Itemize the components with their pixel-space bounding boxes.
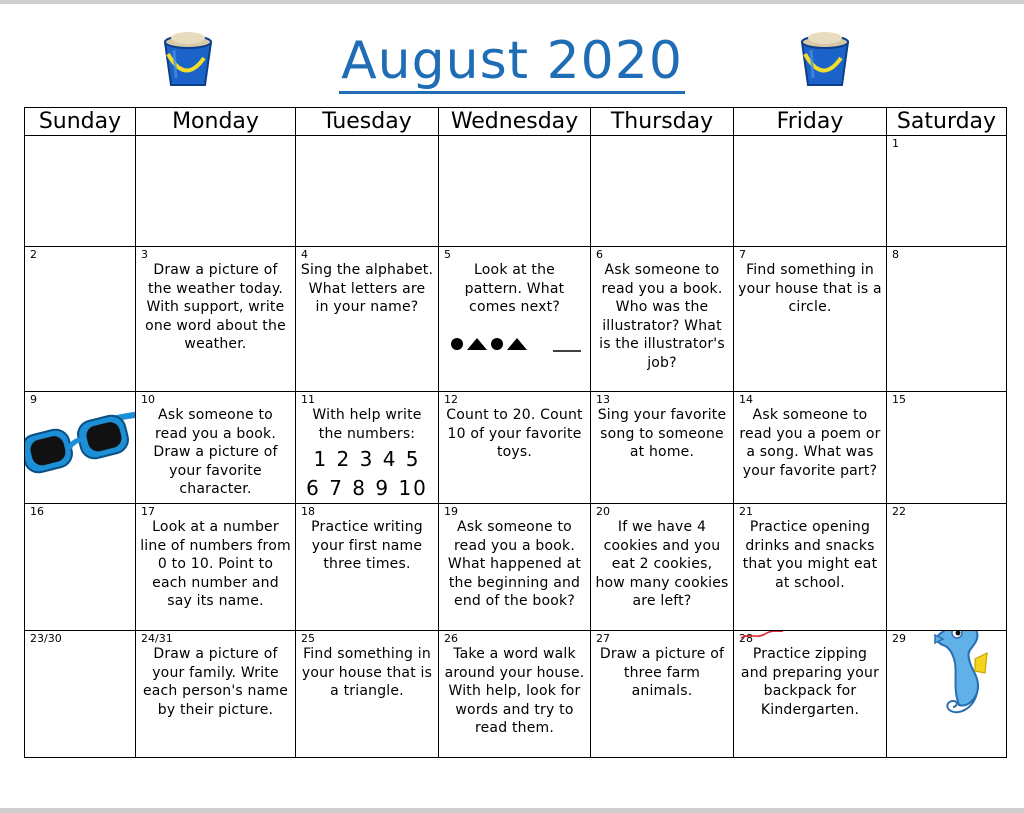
day-cell-2 [25,247,136,392]
day-cell-22 [887,504,1007,631]
activity-text: Count to 20. Count 10 of your favorite toys. [446,407,583,460]
day-number: 20 [596,505,610,518]
day-number: 25 [301,632,315,645]
day-cell-17 [136,504,296,631]
weekday-saturday: Saturday [887,108,1007,136]
day-cell-20 [591,504,734,631]
day-cell-empty [734,136,887,247]
day-cell-empty [296,136,439,247]
week-row [25,392,1007,504]
day-number: 27 [596,632,610,645]
activity-text: Take a word walk around your house. With help, look for words and try to read them. [444,646,585,736]
weekday-friday: Friday [734,108,887,136]
weekday-tuesday: Tuesday [296,108,439,136]
day-cell-25 [296,631,439,758]
day-cell-23-30 [25,631,136,758]
day-number: 3 [141,248,148,261]
day-number: 2 [30,248,37,261]
day-cell-empty [591,136,734,247]
day-number: 10 [141,393,155,406]
activity-text: Draw a picture of three farm animals. [599,646,725,699]
activity-text: Practice zipping and preparing your backpack for Kindergarten. [740,646,880,718]
day-number: 9 [30,393,37,406]
day-number: 17 [141,505,155,518]
activity-text: Draw a picture of the weather today. With support, write one word about the weather. [145,262,286,352]
day-cell-9 [25,392,136,504]
day-number: 16 [30,505,44,518]
week-row [25,631,1007,758]
day-cell-10 [136,392,296,504]
pattern-shapes-icon [449,335,584,355]
day-number: 28 [739,632,753,645]
day-cell-13 [591,392,734,504]
weekday-monday: Monday [136,108,296,136]
activity-text: Sing the alphabet. What letters are in your name? [300,262,434,315]
day-cell-24-31 [136,631,296,758]
activity-text: If we have 4 cookies and you eat 2 cookies, how many cookies are left? [595,519,729,609]
weekday-sunday: Sunday [25,108,136,136]
day-number: 26 [444,632,458,645]
day-cell-27 [591,631,734,758]
activity-text: Practice writing your first name three times. [311,519,423,572]
day-number: 12 [444,393,458,406]
day-number: 21 [739,505,753,518]
day-number: 29 [892,632,906,645]
day-cell-15 [887,392,1007,504]
day-number: 11 [301,393,315,406]
day-cell-29 [887,631,1007,758]
day-cell-28 [734,631,887,758]
day-number: 8 [892,248,899,261]
day-number: 7 [739,248,746,261]
day-number: 23/30 [30,632,62,645]
weekday-header-row [25,108,1007,136]
activity-text: Ask someone to read you a book. Who was the illustrator? What is the illustrator's job? [599,262,725,371]
day-cell-26 [439,631,591,758]
weekday-thursday: Thursday [591,108,734,136]
red-scribble-icon [739,631,785,642]
weekday-wednesday: Wednesday [439,108,591,136]
day-cell-7 [734,247,887,392]
day-number: 1 [892,137,899,150]
day-cell-12 [439,392,591,504]
numbers-row: 1 2 3 4 5 [313,447,421,471]
day-cell-5 [439,247,591,392]
day-cell-6 [591,247,734,392]
day-cell-21 [734,504,887,631]
activity-text: Ask someone to read you a book. Draw a picture of your favorite character. [153,407,278,497]
numbers-row: 6 7 8 9 10 [306,476,428,500]
day-number: 13 [596,393,610,406]
day-cell-8 [887,247,1007,392]
day-cell-empty [136,136,296,247]
day-number: 24/31 [141,632,173,645]
activity-text: Sing your favorite song to someone at home. [597,407,727,460]
bottom-border [0,808,1024,813]
day-number: 22 [892,505,906,518]
day-cell-16 [25,504,136,631]
activity-text: Practice opening drinks and snacks that you might eat at school. [742,519,878,591]
activity-text: With help write the numbers: [312,407,422,442]
calendar-title: August 2020 [0,30,1024,92]
day-cell-empty [25,136,136,247]
top-border [0,0,1024,4]
day-cell-11 [296,392,439,504]
day-number: 6 [596,248,603,261]
day-cell-4 [296,247,439,392]
week-row [25,136,1007,247]
day-cell-18 [296,504,439,631]
calendar-grid [24,107,1007,758]
day-cell-14 [734,392,887,504]
day-number: 18 [301,505,315,518]
day-cell-1 [887,136,1007,247]
seahorse-icon [931,631,989,728]
day-number: 14 [739,393,753,406]
activity-text: Find something in your house that is a circle. [738,262,882,315]
day-cell-19 [439,504,591,631]
activity-text: Look at a number line of numbers from 0 to 10. Point to each number and say its name. [140,519,291,609]
week-row [25,504,1007,631]
week-row [25,247,1007,392]
activity-text: Look at the pattern. What comes next? [464,262,565,315]
sunglasses-icon [25,406,136,478]
day-number: 4 [301,248,308,261]
day-number: 5 [444,248,451,261]
activity-text: Draw a picture of your family. Write each person's name by their picture. [142,646,289,718]
day-number: 15 [892,393,906,406]
activity-text: Ask someone to read you a poem or a song. What was your favorite part? [739,407,881,479]
day-cell-empty [439,136,591,247]
day-cell-3 [136,247,296,392]
day-number: 19 [444,505,458,518]
activity-text: Find something in your house that is a triangle. [301,646,433,699]
activity-text: Ask someone to read you a book. What happened at the beginning and end of the book? [447,519,582,609]
